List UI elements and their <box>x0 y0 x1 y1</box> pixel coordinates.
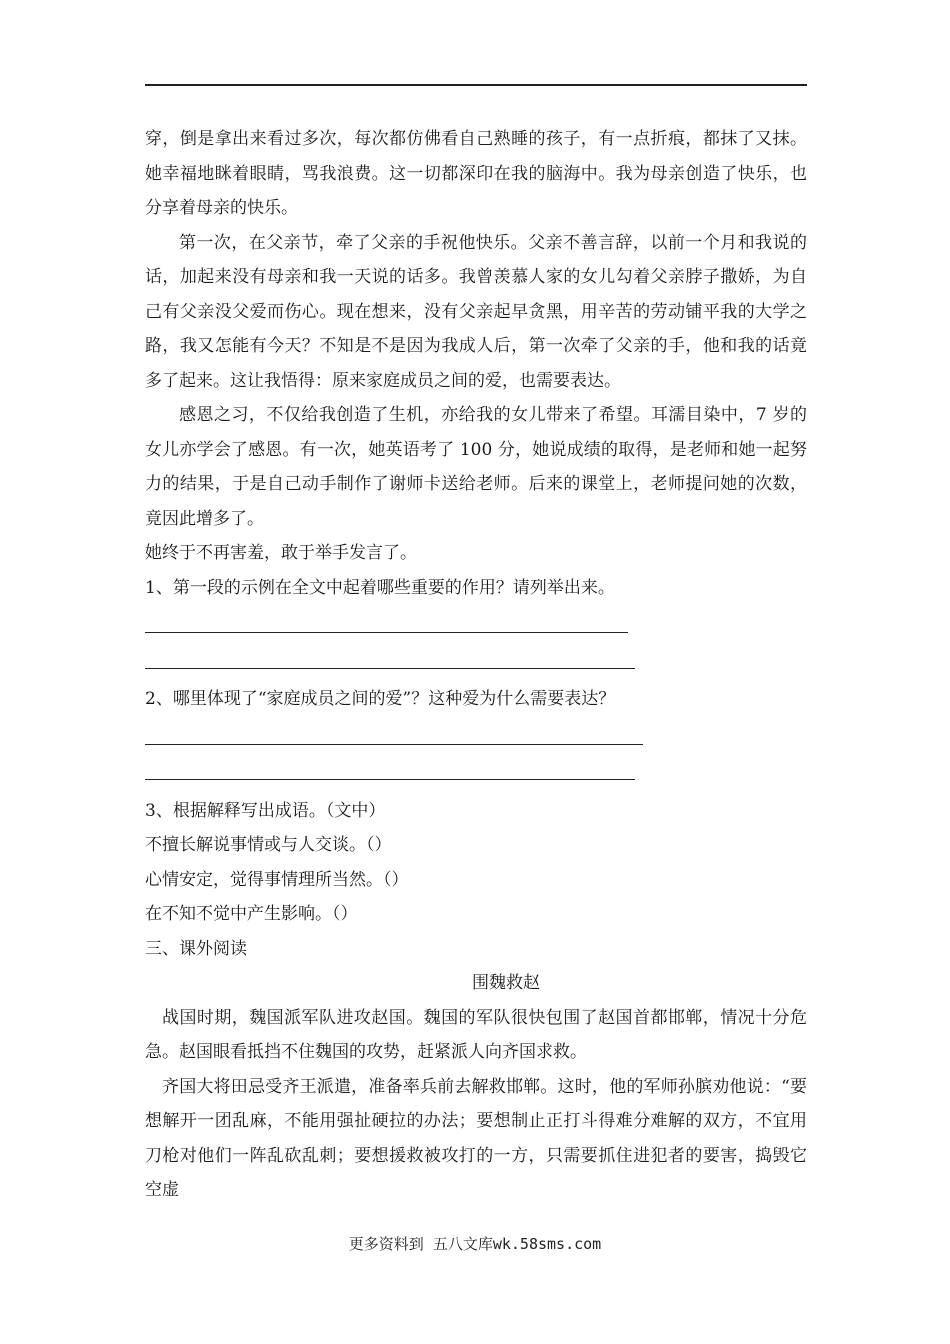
question-3: 3、根据解释写出成语。（文中） <box>145 800 386 821</box>
passage-paragraph-3: 感恩之习，不仅给我创造了生机，亦给我的女儿带来了希望。耳濡目染中，7 岁的女儿亦学会了感恩。有一次，她英语考了 100 分，她说成绩的取得，是老师和她一起努力的结果，于是自己动手制作了谢师卡送给老师。后来的课堂上，老师提问她的次数，竟因此增多了。 <box>145 405 807 529</box>
idiom-clue-2: 心情安定，觉得事情理所当然。（） <box>145 869 409 890</box>
article-paragraph-1: 战国时期，魏国派军队进攻赵国。魏国的军队很快包围了赵国首都邯郸，情况十分危急。赵国眼看抵挡不住魏国的攻势，赶紧派人向齐国求救。 <box>145 1007 807 1062</box>
article-paragraph-2: 齐国大将田忌受齐王派遣，准备率兵前去解救邯郸。这时，他的军师孙膑劝他说：“要想解开一团乱麻，不能用强扯硬拉的办法；要想制止正打斗得难分难解的双方，不宜用刀枪对他们一阵乱砍乱刺；要想援救被攻打的一方，只需要抓住进犯者的要害，捣毁它空虚 <box>145 1076 807 1200</box>
footer-watermark: 更多资料到 五八文库wk.58sms.com <box>348 1235 602 1253</box>
question-2: 2、哪里体现了“家庭成员之间的爱”？这种爱为什么需要表达？ <box>145 689 616 709</box>
section-heading: 三、课外阅读 <box>145 938 247 959</box>
article-title: 围魏救赵 <box>472 973 540 993</box>
document-body <box>145 122 807 1208</box>
idiom-clue-1: 不擅长解说事情或与人交谈。（） <box>145 835 392 855</box>
answer-line[interactable] <box>145 758 635 780</box>
passage-paragraph-1: 穿，倒是拿出来看过多次，每次都仿佛看自己熟睡的孩子，有一点折痕，都抹了又抹。她幸福地眯着眼睛，骂我浪费。这一切都深印在我的脑海中。我为母亲创造了快乐，也分享着母亲的快乐。 <box>145 129 807 218</box>
answer-line[interactable] <box>145 647 635 669</box>
idiom-clue-3: 在不知不觉中产生影响。（） <box>145 904 358 924</box>
passage-paragraph-4: 她终于不再害羞，敢于举手发言了。 <box>145 543 417 563</box>
answer-line[interactable] <box>145 723 643 745</box>
answer-line[interactable] <box>145 611 628 633</box>
top-rule <box>145 84 807 86</box>
passage-paragraph-2: 第一次，在父亲节，牵了父亲的手祝他快乐。父亲不善言辞，以前一个月和我说的话，加起来没有母亲和我一天说的话多。我曾羡慕人家的女儿勾着父亲脖子撒娇，为自己有父亲没父爱而伤心。现在想来，没有父亲起早贪黑，用辛苦的劳动铺平我的大学之路，我又怎能有今天？不知是不是因为我成人后，第一次牵了父亲的手，他和我的话竟多了起来。这让我悟得：原来家庭成员之间的爱，也需要表达。 <box>145 232 807 391</box>
question-1: 1、第一段的示例在全文中起着哪些重要的作用？请列举出来。 <box>145 577 615 598</box>
